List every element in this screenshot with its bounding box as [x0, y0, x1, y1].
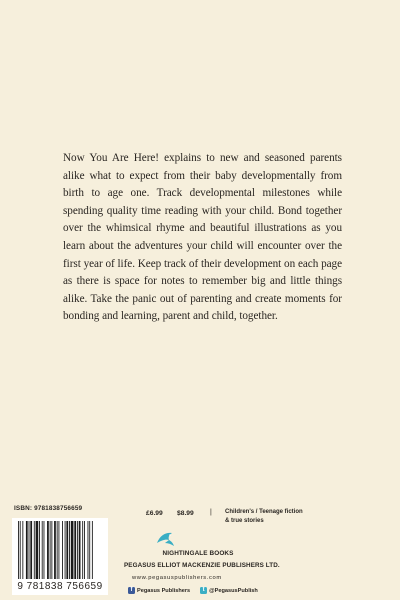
price-separator: |	[210, 509, 212, 516]
book-category: Children's / Teenage fiction & true stories	[225, 509, 303, 524]
price-usd: $8.99	[177, 510, 194, 517]
isbn-label: ISBN: 9781838756659	[14, 505, 83, 512]
twitter-icon: t	[200, 587, 207, 594]
back-cover-blurb: Now You Are Here! explains to new and seasoned parents alike what to expect from their baby developmentally from birth to age one. Track developmental milestones while spending quality time reading with your child. Bond together over the whimsical rhyme and beautiful illustrations as you learn about the adventures your child will encounter over the first year of life. Keep track of their development on each page as there is space for notes to remember big and little things alike. Take the panic out of parenting and create moments for bonding and learning, parent and child, together.	[63, 152, 342, 323]
isbn-barcode	[12, 518, 108, 595]
imprint-name: NIGHTINGALE BOOKS	[162, 550, 234, 557]
publisher-socials	[128, 587, 258, 594]
facebook-icon: f	[128, 587, 135, 594]
barcode-digits: 9 781838 756659	[17, 581, 103, 592]
barcode-bars	[18, 521, 102, 579]
publisher-website: www.pegasuspublishers.com	[132, 575, 222, 581]
publisher-name: PEGASUS ELLIOT MACKENZIE PUBLISHERS LTD.	[124, 562, 280, 569]
twitter-handle: @PegasusPublish	[209, 587, 258, 594]
back-cover-info-panel	[12, 505, 400, 600]
price-gbp: £6.99	[146, 510, 163, 517]
facebook-handle: Pegasus Publishers	[137, 587, 191, 594]
